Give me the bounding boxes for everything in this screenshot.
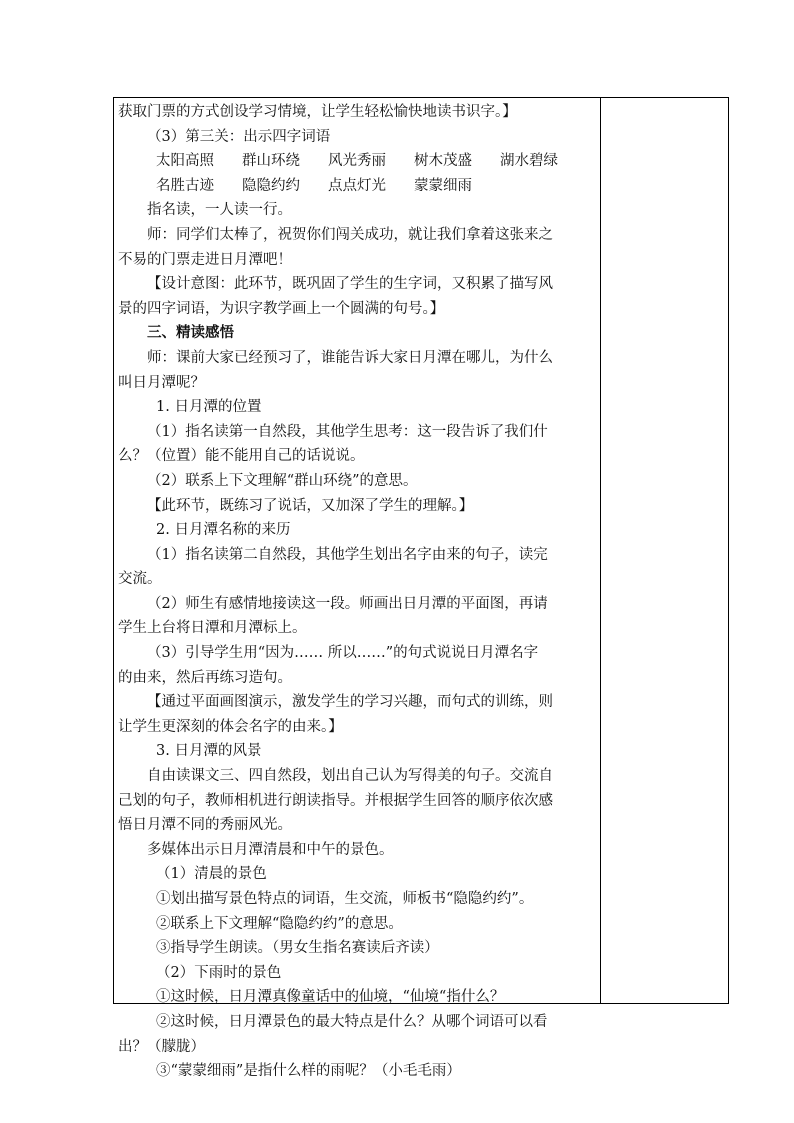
text-line: ②这时候，日月潭景色的最大特点是什么？从哪个词语可以看 <box>156 1013 548 1030</box>
word: 湖水碧绿 <box>500 153 558 170</box>
section-heading: 三、精读感悟 <box>147 324 234 342</box>
lesson-content-cell <box>118 100 598 1080</box>
word-row <box>118 174 598 199</box>
subsection-heading: 2. 日月潭名称的来历 <box>156 522 291 539</box>
subsection-heading: 1. 日月潭的位置 <box>156 399 262 416</box>
text-line: 么？（位置）能不能用自己的话说说。 <box>118 448 365 465</box>
design-note: 让学生更深刻的体会名字的由来。】 <box>118 718 343 735</box>
text-line: 师：同学们太棒了，祝贺你们闯关成功，就让我们拿着这张来之 <box>147 226 553 243</box>
word: 群山环绕 <box>242 153 300 170</box>
text-line: ③“蒙蒙细雨”是指什么样的雨呢？（小毛毛雨） <box>156 1063 461 1080</box>
notes-cell <box>602 98 728 1003</box>
item-heading: （1）清晨的景色 <box>156 866 267 883</box>
text-line: 不易的门票走进日月潭吧！ <box>118 251 292 268</box>
text-line: 的由来，然后再练习造句。 <box>118 669 292 686</box>
design-note: 景的四字词语，为识字教学画上一个圆满的句号。】 <box>118 300 445 317</box>
design-note: 【通过平面画图演示，激发学生的学习兴趣，而句式的训练，则 <box>147 694 553 711</box>
design-note: 【设计意图：此环节，既巩固了学生的生字词，又积累了描写风 <box>147 276 553 293</box>
word: 太阳高照 <box>156 153 214 170</box>
step-heading: （3）第三关：出示四字词语 <box>147 128 331 145</box>
text-line: 师：课前大家已经预习了，谁能告诉大家日月潭在哪儿，为什么 <box>147 349 553 366</box>
word: 隐隐约约 <box>242 177 300 194</box>
text-line: 学生上台将日潭和月潭标上。 <box>118 620 307 637</box>
item-heading: （2）下雨时的景色 <box>156 964 282 981</box>
word: 名胜古迹 <box>156 177 214 194</box>
text-line: ②联系上下文理解“隐隐约约”的意思。 <box>156 915 403 932</box>
text-line: 自由读课文三、四自然段，划出自己认为写得美的句子。交流自 <box>147 768 553 785</box>
word: 树木茂盛 <box>414 153 472 170</box>
subsection-heading: 3. 日月潭的风景 <box>156 743 262 760</box>
design-note: 【此环节，既练习了说话，又加深了学生的理解。】 <box>147 497 474 514</box>
text-line: 多媒体出示日月潭清晨和中午的景色。 <box>147 841 394 858</box>
text-line: （3）引导学生用“因为…… 所以……”的句式说说日月潭名字 <box>147 645 539 662</box>
word: 蒙蒙细雨 <box>414 177 472 194</box>
text-line: 悟日月潭不同的秀丽风光。 <box>118 817 292 834</box>
text-line: 出？（朦胧） <box>118 1038 205 1055</box>
word: 点点灯光 <box>328 177 386 194</box>
column-divider <box>600 98 601 1003</box>
text-line: ①划出描写景色特点的词语，生交流，师板书“隐隐约约”。 <box>156 891 534 907</box>
lesson-table <box>113 97 729 1080</box>
word: 风光秀丽 <box>328 153 386 170</box>
text-line: 交流。 <box>118 571 162 588</box>
text-line: （2）师生有感情地接读这一段。师画出日月潭的平面图，再请 <box>147 595 548 612</box>
text-line: 叫日月潭呢？ <box>118 374 205 391</box>
text-line: （1）指名读第一自然段，其他学生思考：这一段告诉了我们什 <box>147 423 548 440</box>
word-row <box>118 149 598 174</box>
text-line: 己划的句子，教师相机进行朗读指导。并根据学生回答的顺序依次感 <box>118 792 553 809</box>
text-line: 获取门票的方式创设学习情境，让学生轻松愉快地读书识字。】 <box>118 104 517 120</box>
text-line: ①这时候，日月潭真像童话中的仙境，“仙境“指什么？ <box>156 989 505 1006</box>
text-line: （1）指名读第二自然段，其他学生划出名字由来的句子，读完 <box>147 546 548 563</box>
text-line: 指名读，一人读一行。 <box>147 202 292 219</box>
text-line: （2）联系上下文理解“群山环绕”的意思。 <box>147 472 418 489</box>
text-line: ③指导学生朗读。（男女生指名赛读后齐读） <box>156 940 439 957</box>
